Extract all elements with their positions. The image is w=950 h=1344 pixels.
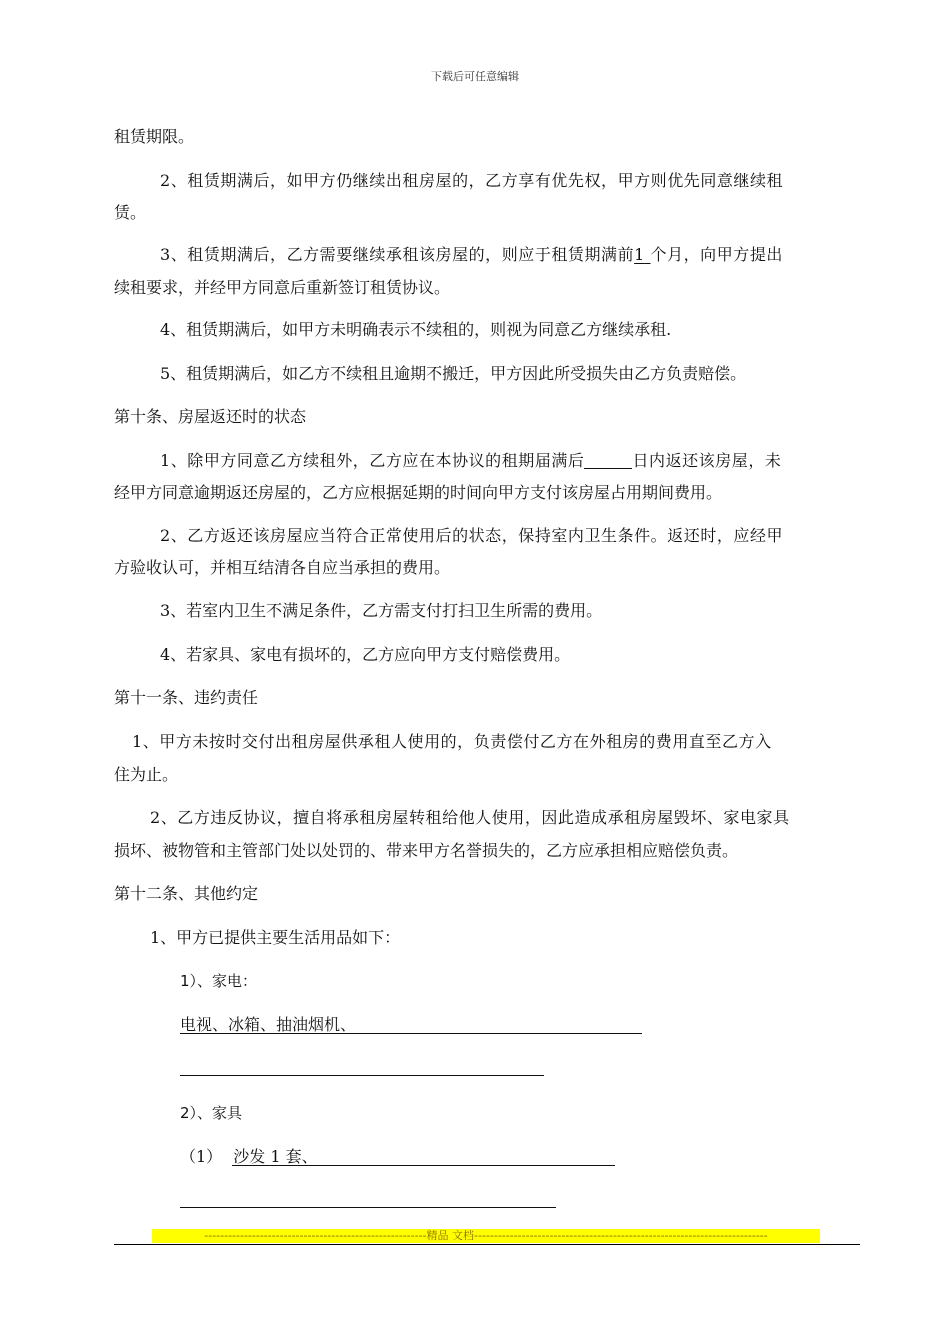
article-heading: 第十二条、其他约定 <box>114 884 259 903</box>
fill-line <box>180 1033 642 1034</box>
months-value: 1 <box>634 245 645 264</box>
text-line: 4、租赁期满后，如甲方未明确表示不续租的，则视为同意乙方继续承租. <box>160 320 672 339</box>
text-line: 2、乙方返还该房屋应当符合正常使用后的状态，保持室内卫生条件。返还时，应经甲 <box>160 526 784 545</box>
text-segment: 日内返还该房屋，未 <box>632 451 782 470</box>
text-line <box>180 1147 318 1167</box>
text-line: 赁。 <box>114 203 147 222</box>
text-line: 2、乙方违反协议，擅自将承租房屋转租给他人使用，因此造成承租房屋毁坏、家电家具 <box>150 808 790 827</box>
item-number: （1） <box>180 1147 223 1166</box>
text-line: 1、甲方已提供主要生活用品如下： <box>150 928 401 947</box>
sub-item-label: 2）、家具 <box>180 1104 243 1122</box>
page-header: 下载后可任意编辑 <box>431 70 519 83</box>
text-segment: 3、租赁期满后，乙方需要继续承租该房屋的，则应于租赁期满前 <box>160 245 635 264</box>
footer-divider <box>114 1244 860 1245</box>
days-blank <box>584 452 632 469</box>
text-line: 租赁期限。 <box>114 127 195 146</box>
furniture-item: 沙发 1 套、 <box>233 1147 318 1166</box>
text-line <box>160 451 781 471</box>
text-line: 3、若室内卫生不满足条件，乙方需支付打扫卫生所需的费用。 <box>160 601 603 620</box>
text-line: 4、若家具、家电有损坏的，乙方应向甲方支付赔偿费用。 <box>160 645 571 664</box>
appliance-list: 电视、冰箱、抽油烟机、 <box>180 1015 357 1034</box>
fill-line <box>180 1207 556 1208</box>
article-heading: 第十条、房屋返还时的状态 <box>114 407 307 426</box>
text-segment: 1、除甲方同意乙方续租外，乙方应在本协议的租期届满后 <box>160 451 585 470</box>
fill-line <box>180 1075 544 1076</box>
article-heading: 第十一条、违约责任 <box>114 688 259 707</box>
footer-banner: --------------------------------------------------------精品 文档-------------------------------------------------------------------------- <box>152 1229 820 1243</box>
text-line: 续租要求，并经甲方同意后重新签订租赁协议。 <box>114 278 451 297</box>
text-line: 方验收认可，并相互结清各自应当承担的费用。 <box>114 558 451 577</box>
sub-item-label: 1）、家电： <box>180 972 258 990</box>
fill-line <box>232 1165 615 1166</box>
text-segment: 个月，向甲方提出 <box>650 245 783 264</box>
text-line: 2、租赁期满后，如甲方仍继续出租房屋的，乙方享有优先权，甲方则优先同意继续租 <box>160 171 784 190</box>
text-line: 经甲方同意逾期返还房屋的，乙方应根据延期的时间向甲方支付该房屋占用期间费用。 <box>114 483 723 502</box>
text-line: 损坏、被物管和主管部门处以处罚的、带来甲方名誉损失的，乙方应承担相应赔偿负责。 <box>114 841 739 860</box>
text-line <box>160 245 783 265</box>
text-line: 5、租赁期满后，如乙方不续租且逾期不搬迁，甲方因此所受损失由乙方负责赔偿。 <box>160 364 747 383</box>
text-line: 住为止。 <box>114 765 179 784</box>
text-line: 1、甲方未按时交付出租房屋供承租人使用的，负责偿付乙方在外租房的费用直至乙方入 <box>132 732 772 751</box>
